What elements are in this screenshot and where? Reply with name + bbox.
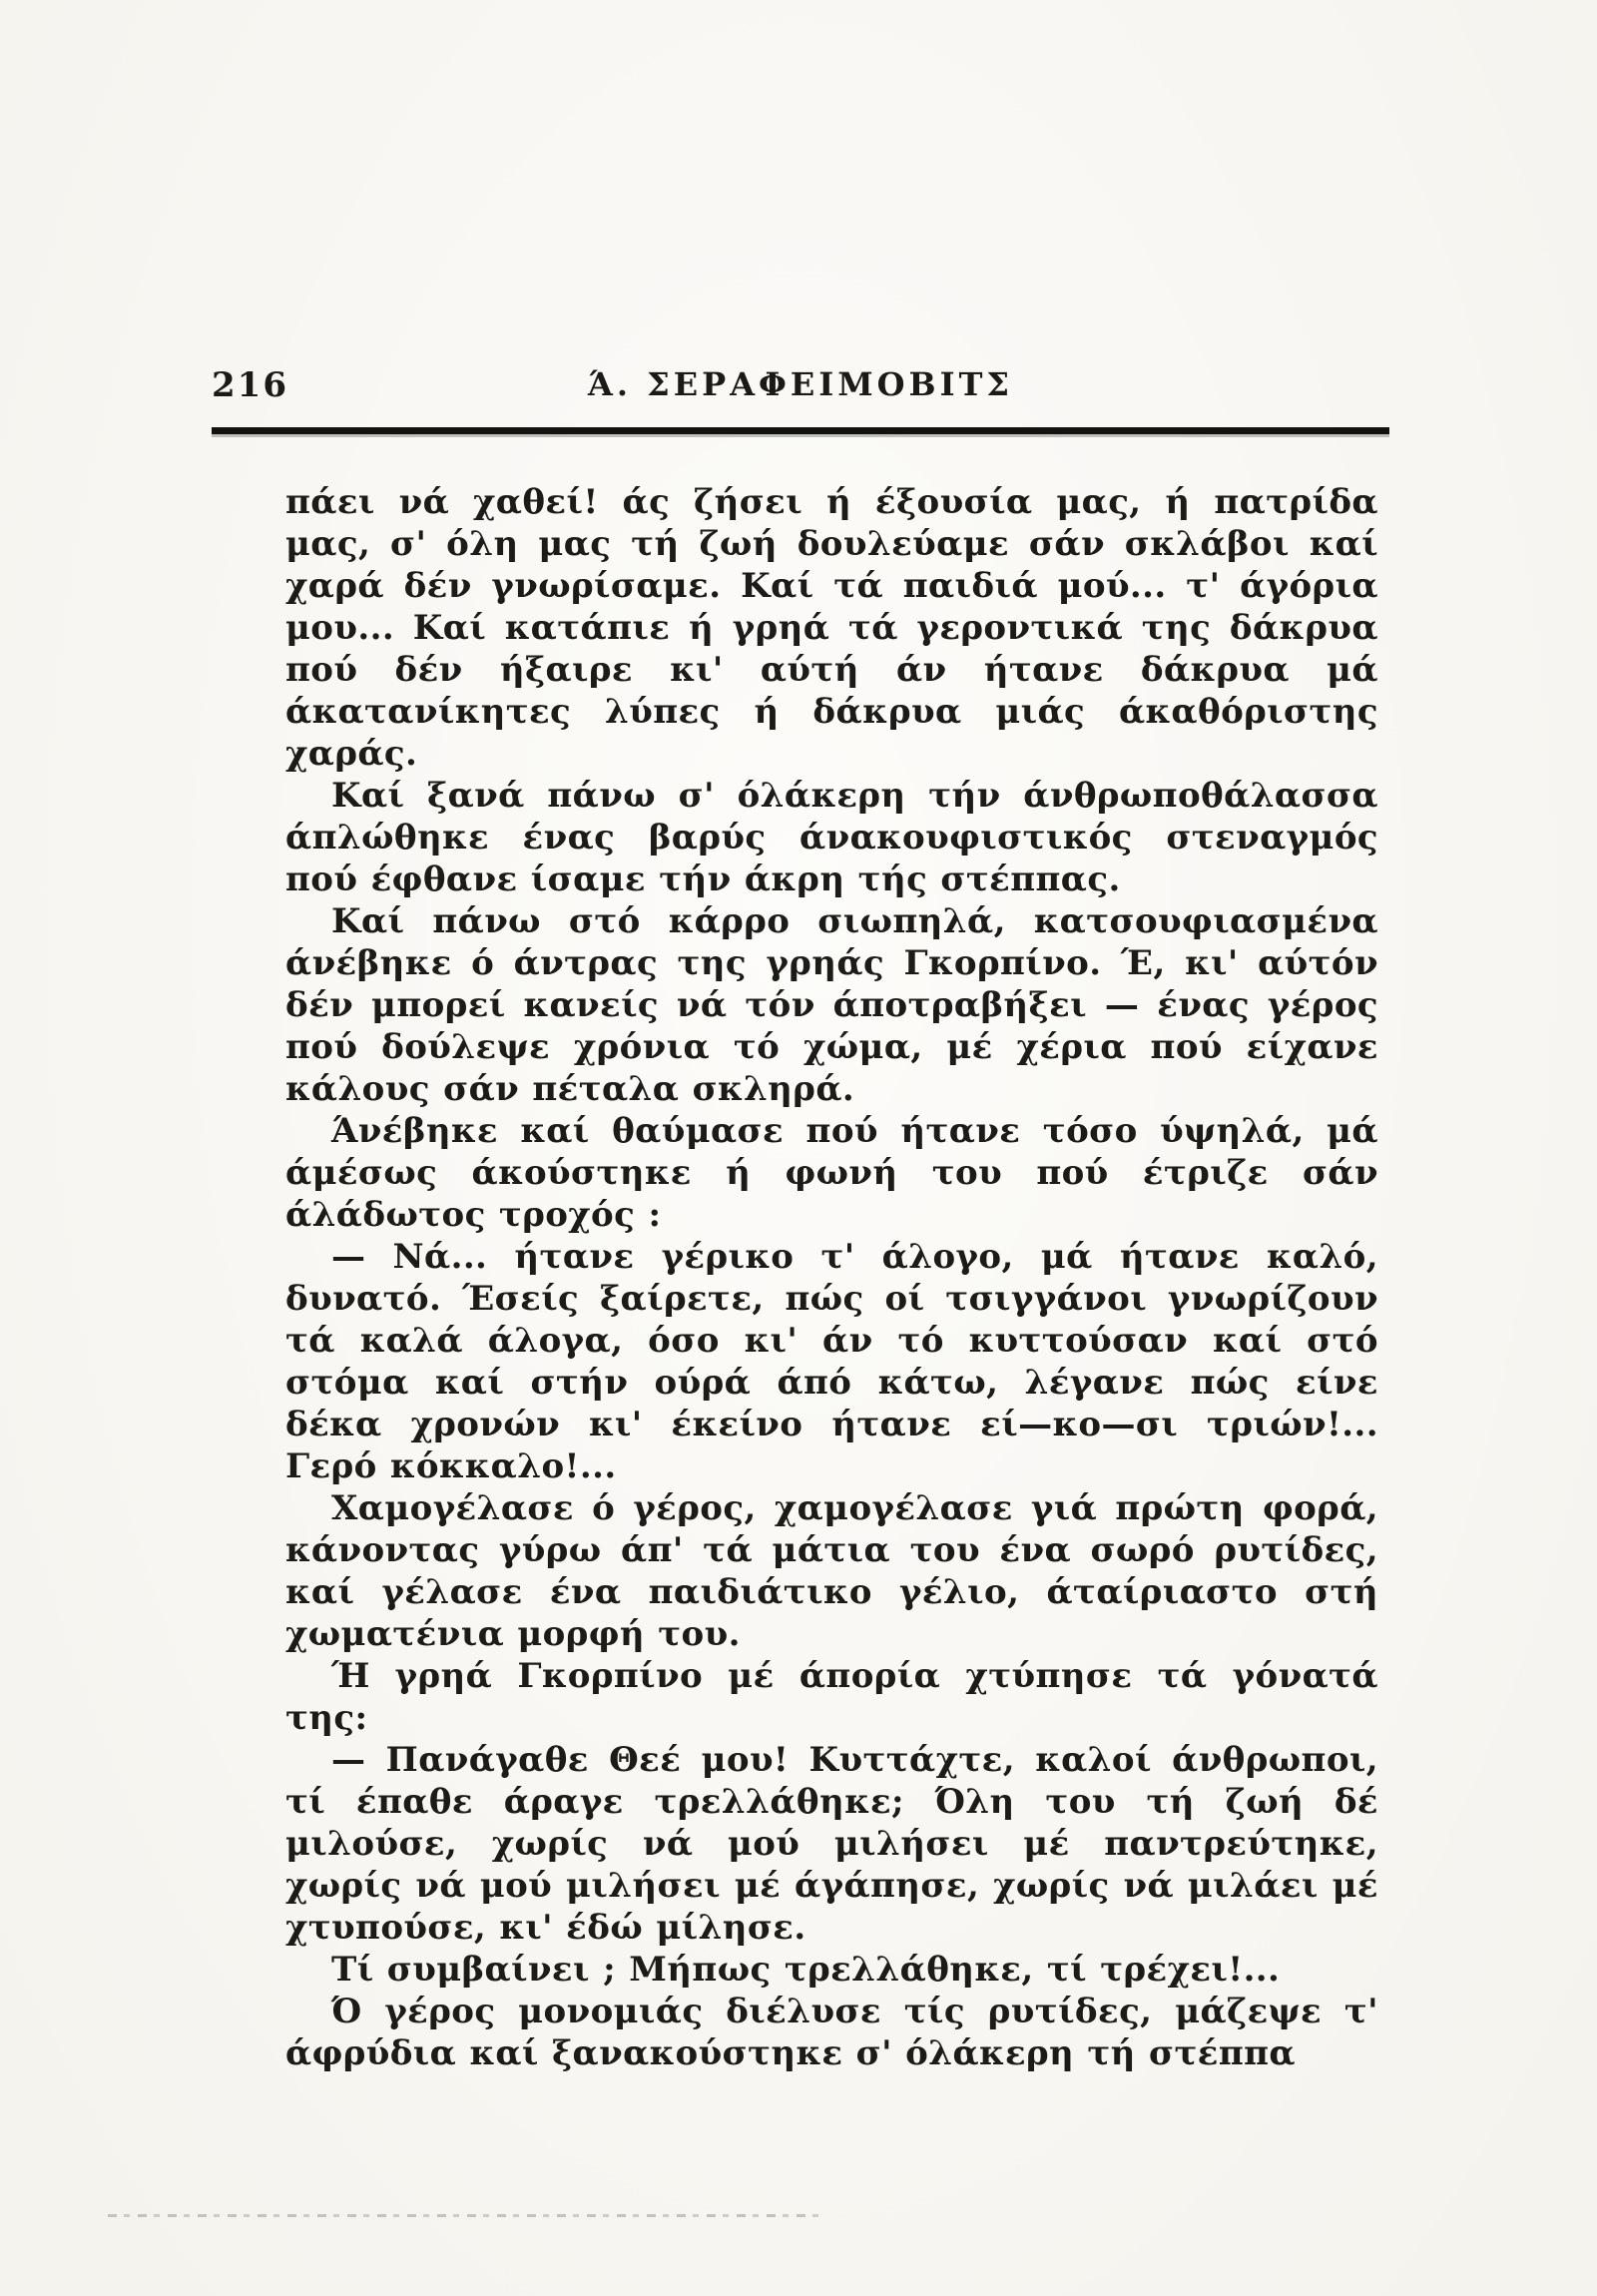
paragraph: Τί συμβαίνει ; Μήπως τρελλάθηκε, τί τρέχει!... xyxy=(331,1950,1281,1990)
text-block xyxy=(285,481,1378,2074)
paragraph: Χαμογέλασε ό γέρος, χαμογέλασε γιά πρώτη φορά, κάνοντας γύρω άπ' τά μάτια του ένα σωρό ρυτίδες, καί γέλασε ένα παιδιάτικο γέλιο, άταίριαστο στή χωματένια μορφή του. xyxy=(285,1488,1378,1654)
paragraph: — Νά... ήτανε γέρικο τ' άλογο, μά ήτανε καλό, δυνατό. Έσείς ξαίρετε, πώς οί τσιγγάνοι γνωρίζουν τά καλά άλογα, όσο κι' άν τό κυττούσαν καί στό στόμα καί στήν ούρά άπό κάτω, λέγανε πώς είνε δέκα χρονών κι' έκείνο ήτανε εί—κο—σι τριών!... Γερό κόκκαλο!... xyxy=(285,1237,1378,1486)
paragraph: Καί πάνω στό κάρρο σιωπηλά, κατσουφιασμένα άνέβηκε ό άντρας της γρηάς Γκορπίνο. Έ, κι' αύτόν δέν μπορεί κανείς νά τόν άποτραβήξει — ένας γέρος πού δούλεψε χρόνια τό χώμα, μέ χέρια πού είχανε κάλους σάν πέταλα σκληρά. xyxy=(285,901,1378,1109)
header-rule xyxy=(212,427,1389,434)
paragraph: Άνέβηκε καί θαύμασε πού ήτανε τόσο ύψηλά, μά άμέσως άκούστηκε ή φωνή του πού έτριζε σάν άλάδωτος τροχός : xyxy=(285,1111,1378,1235)
paragraph: Καί ξανά πάνω σ' όλάκερη τήν άνθρωποθάλασσα άπλώθηκε ένας βαρύς άνακουφιστικός στεναγμός πού έφθανε ίσαμε τήν άκρη τής στέππας. xyxy=(285,776,1378,899)
page-header xyxy=(212,361,1389,409)
paragraph: πάει νά χαθεί! άς ζήσει ή έξουσία μας, ή πατρίδα μας, σ' όλη μας τή ζωή δουλεύαμε σάν σκλάβοι καί χαρά δέν γνωρίσαμε. Καί τά παιδιά μού... τ' άγόρια μου... Καί κατάπιε ή γρηά τά γεροντικά της δάκρυα πού δέν ήξαιρε κι' αύτή άν ήτανε δάκρυα μά άκατανίκητες λύπες ή δάκρυα μιάς άκαθόριστης χαράς. xyxy=(285,482,1378,774)
paragraph: — Πανάγαθε Θεέ μου! Κυττάχτε, καλοί άνθρωποι, τί έπαθε άραγε τρελλάθηκε; Όλη του τή ζωή δέ μιλούσε, χωρίς νά μού μιλήσει μέ παντρεύτηκε, χωρίς νά μού μιλήσει μέ άγάπησε, χωρίς νά μιλάει μέ χτυπούσε, κι' έδώ μίλησε. xyxy=(285,1740,1378,1948)
running-title: Ά. ΣΕΡΑΦΕΙΜΟΒΙΤΣ xyxy=(588,365,1013,403)
scan-artifact-line xyxy=(108,2214,826,2217)
paragraph: Ή γρηά Γκορπίνο μέ άπορία χτύπησε τά γόνατά της: xyxy=(285,1656,1378,1738)
paragraph: Ό γέρος μονομιάς διέλυσε τίς ρυτίδες, μάζεψε τ' άφρύδια καί ξανακούστηκε σ' όλάκερη τή στέππα xyxy=(285,1992,1378,2073)
page-number: 216 xyxy=(212,365,288,405)
